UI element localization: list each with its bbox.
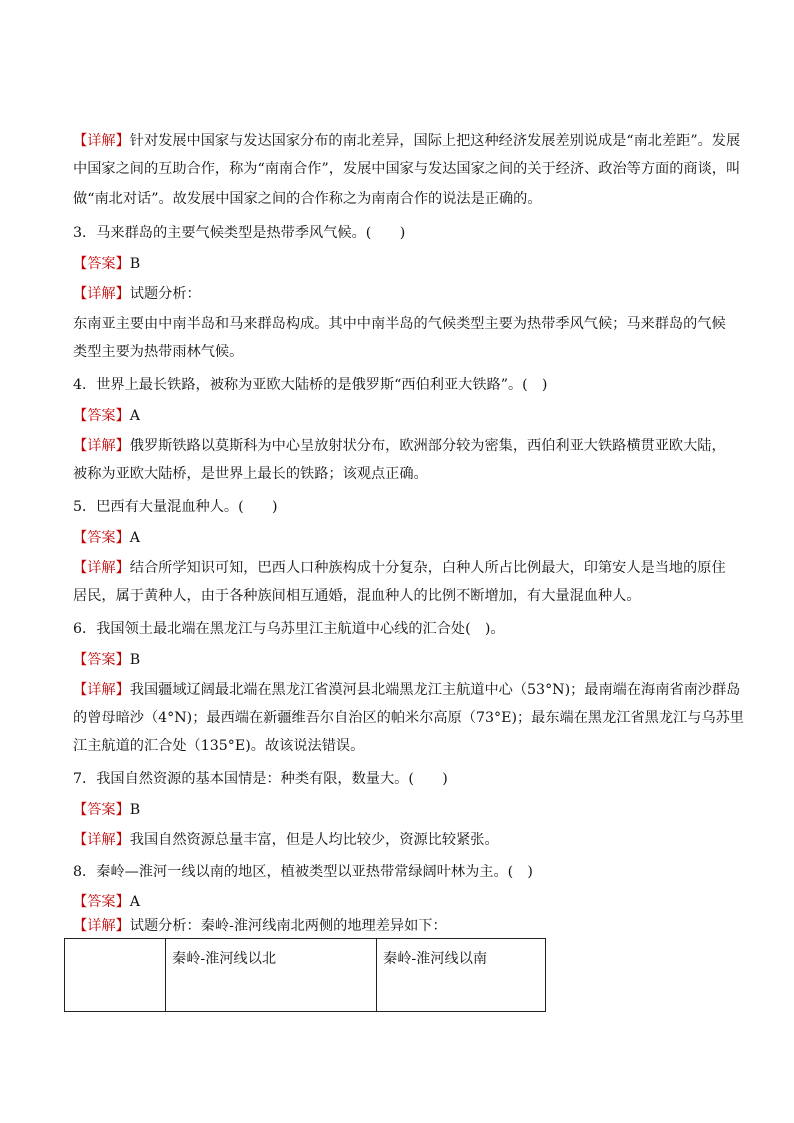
question-6: 6．我国领土最北端在黑龙江与乌苏里江主航道中心线的汇合处( )。 bbox=[73, 621, 505, 637]
answer-8: 【答案】A bbox=[73, 894, 141, 910]
detail-line: 中国家之间的互助合作，称为“南南合作”，发展中国家与发达国家之间的关于经济、政治等方面的商谈，叫 bbox=[73, 161, 741, 177]
detail-line: 做“南北对话”。故发展中国家之间的合作称之为南南合作的说法是正确的。 bbox=[73, 191, 542, 207]
answer-6: 【答案】B bbox=[73, 652, 141, 668]
detail-7: 【详解】我国自然资源总量丰富，但是人均比较少，资源比较紧张。 bbox=[73, 832, 499, 848]
question-4: 4．世界上最长铁路，被称为亚欧大陆桥的是俄罗斯“西伯利亚大铁路”。( ) bbox=[73, 377, 548, 393]
table-header-north: 秦岭-淮河线以北 bbox=[166, 939, 377, 1012]
detail-6: 【详解】我国疆域辽阔最北端在黑龙江省漠河县北端黑龙江主航道中心（53°N)；最南端在海南省南沙群岛 bbox=[73, 682, 741, 698]
table-row bbox=[65, 939, 546, 1012]
detail-4-line: 被称为亚欧大陆桥，是世界上最长的铁路；该观点正确。 bbox=[73, 466, 428, 482]
answer-4: 【答案】A bbox=[73, 408, 141, 424]
answer-5: 【答案】A bbox=[73, 530, 141, 546]
table-cell-empty bbox=[65, 939, 166, 1012]
detail-label: 【详解】 bbox=[73, 133, 130, 149]
detail-6-line: 江主航道的汇合处（135°E)。故该说法错误。 bbox=[73, 738, 365, 754]
answer-3: 【答案】B bbox=[73, 256, 141, 272]
analysis-line: 东南亚主要由中南半岛和马来群岛构成。其中中南半岛的气候类型主要为热带季风气候；马来群岛的气候 bbox=[73, 316, 726, 332]
detail-line: 【详解】针对发展中国家与发达国家分布的南北差异，国际上把这种经济发展差别说成是“南北差距”。发展 bbox=[73, 133, 741, 149]
question-5: 5．巴西有大量混血种人。( ) bbox=[73, 499, 278, 515]
question-7: 7．我国自然资源的基本国情是：种类有限，数量大。( ) bbox=[73, 771, 448, 787]
table-header-south: 秦岭-淮河线以南 bbox=[377, 939, 546, 1012]
detail-3: 【详解】试题分析： bbox=[73, 286, 201, 302]
question-8: 8．秦岭—淮河一线以南的地区，植被类型以亚热带常绿阔叶林为主。( ) bbox=[73, 864, 533, 880]
answer-7: 【答案】B bbox=[73, 802, 141, 818]
detail-8: 【详解】试题分析：秦岭-淮河线南北两侧的地理差异如下： bbox=[73, 918, 447, 934]
analysis-line: 类型主要为热带雨林气候。 bbox=[73, 344, 244, 360]
detail-5: 【详解】结合所学知识可知，巴西人口种族构成十分复杂，白种人所占比例最大，印第安人是当地的原住 bbox=[73, 560, 726, 576]
comparison-table bbox=[64, 938, 546, 1012]
detail-6-line: 的曾母暗沙（4°N)；最西端在新疆维吾尔自治区的帕米尔高原（73°E)；最东端在黑龙江省黑龙江与乌苏里 bbox=[73, 710, 744, 726]
detail-4: 【详解】俄罗斯铁路以莫斯科为中心呈放射状分布，欧洲部分较为密集，西伯利亚大铁路横贯亚欧大陆， bbox=[73, 438, 726, 454]
detail-5-line: 居民，属于黄种人，由于各种族间相互通婚，混血种人的比例不断增加，有大量混血种人。 bbox=[73, 588, 641, 604]
question-3: 3．马来群岛的主要气候类型是热带季风气候。( ) bbox=[73, 225, 406, 241]
